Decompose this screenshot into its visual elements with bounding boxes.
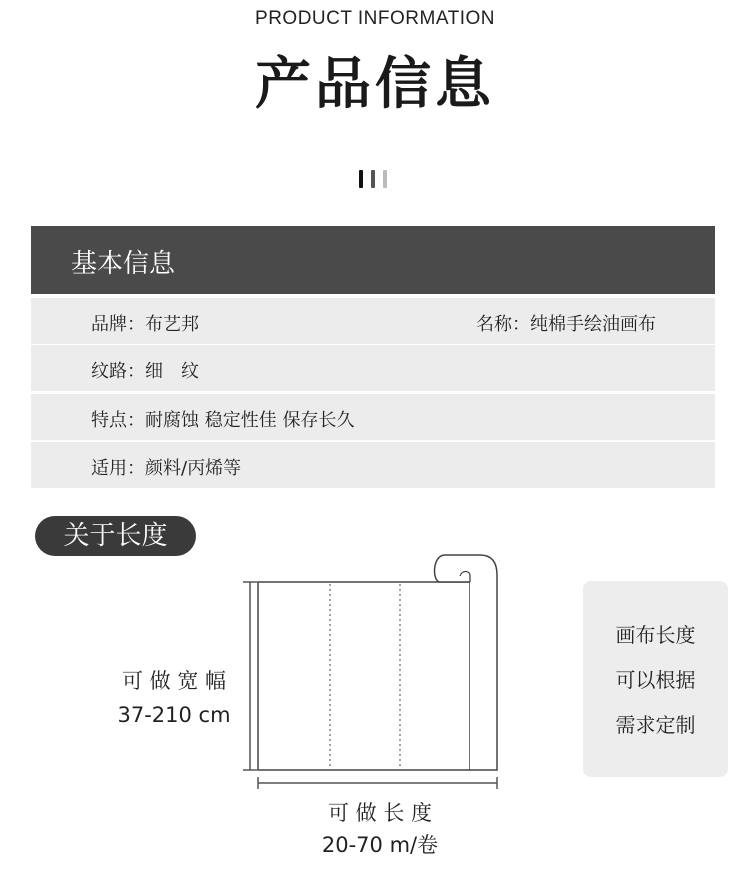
info-row-features bbox=[31, 394, 715, 440]
english-title: PRODUCT INFORMATION bbox=[255, 8, 495, 29]
basic-info-title: 基本信息 bbox=[71, 249, 176, 279]
info-row-texture bbox=[31, 345, 715, 391]
length-label-range: 20-70 m/卷 bbox=[321, 833, 439, 857]
side-note-line-2: 可以根据 bbox=[615, 668, 696, 692]
basic-info-header bbox=[31, 226, 715, 294]
brand-text: 品牌：布艺邦 bbox=[91, 314, 199, 335]
roll-end bbox=[435, 555, 497, 770]
features-text: 特点：耐腐蚀 稳定性佳 保存长久 bbox=[91, 410, 355, 431]
canvas-sheet bbox=[258, 582, 470, 770]
width-label-range: 37-210 cm bbox=[117, 703, 231, 727]
texture-text: 纹路：细 纹 bbox=[91, 361, 199, 382]
roll-curl bbox=[460, 572, 470, 583]
custom-length-note bbox=[583, 581, 728, 777]
width-label-title: 可 做 宽 幅 bbox=[121, 669, 227, 693]
product-name-text: 名称：纯棉手绘油画布 bbox=[476, 314, 656, 335]
side-note-line-1: 画布长度 bbox=[615, 623, 696, 647]
page-title: 产品信息 bbox=[255, 52, 495, 117]
width-label bbox=[108, 664, 240, 732]
divider-bars-icon bbox=[359, 170, 389, 188]
info-row-usage bbox=[31, 442, 715, 488]
length-label-title: 可 做 长 度 bbox=[327, 801, 433, 825]
length-label bbox=[300, 797, 460, 861]
usage-text: 适用：颜料/丙烯等 bbox=[91, 458, 242, 479]
info-row-brand bbox=[31, 298, 715, 344]
side-note-line-3: 需求定制 bbox=[615, 713, 696, 737]
length-section-pill: 关于长度 bbox=[35, 516, 196, 556]
